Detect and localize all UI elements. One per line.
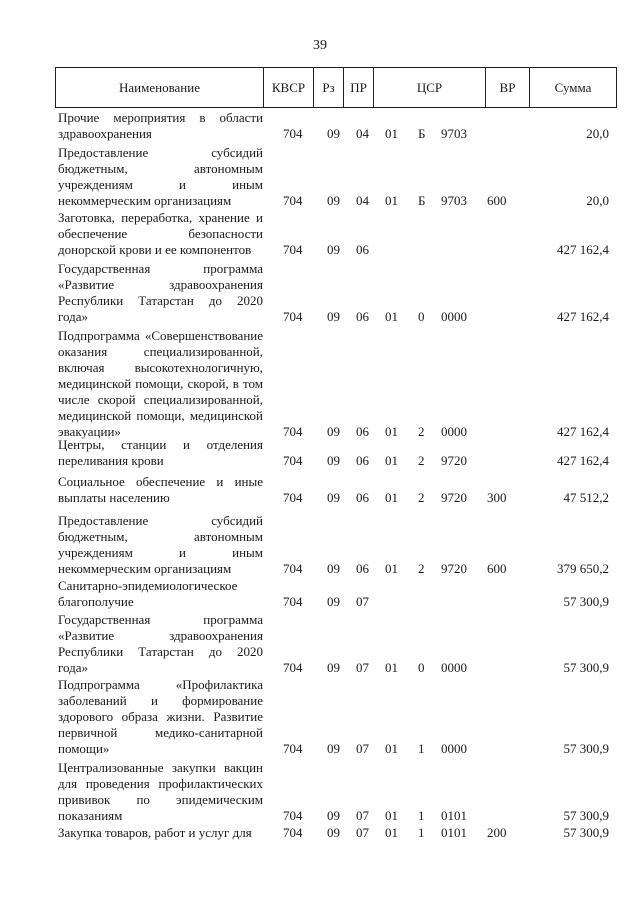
row-vr: 600 — [487, 561, 507, 576]
row-sum: 427 162,4 — [557, 309, 609, 324]
row-sum: 57 300,9 — [563, 741, 609, 756]
row-name-line: Заготовка, переработка, хранение и — [58, 210, 263, 225]
row-name — [58, 145, 263, 209]
row-name — [58, 437, 263, 469]
row-csr-subprogram: 2 — [418, 490, 425, 505]
row-sum: 20,0 — [586, 193, 609, 208]
row-name-line: Республики Татарстан до 2020 — [58, 293, 263, 308]
row-name — [58, 328, 263, 440]
row-name-line: числе скорой специализированной, — [58, 392, 263, 407]
row-name-line: Подпрограмма «Совершенствование — [58, 328, 263, 343]
row-csr-subprogram: 1 — [418, 825, 425, 840]
row-name-line: года» — [58, 660, 89, 675]
table-header — [55, 67, 617, 108]
row-name-line: здорового образа жизни. Развитие — [58, 709, 263, 724]
row-name — [58, 513, 263, 577]
row-name-line: Подпрограмма «Профилактика — [58, 677, 263, 692]
row-pr: 07 — [356, 660, 369, 675]
row-sum: 57 300,9 — [563, 825, 609, 840]
header-kvsr: КВСР — [264, 68, 314, 107]
row-sum: 427 162,4 — [557, 453, 609, 468]
row-name-line: Санитарно-эпидемиологическое — [58, 578, 238, 593]
row-name-line: Закупка товаров, работ и услуг для — [58, 825, 252, 840]
row-pr: 07 — [356, 741, 369, 756]
header-csr: ЦСР — [374, 68, 486, 107]
row-csr-subprogram: 1 — [418, 808, 425, 823]
row-csr-subprogram: Б — [418, 126, 426, 141]
row-name-line: показаниям — [58, 808, 123, 823]
row-csr-program: 01 — [385, 453, 398, 468]
row-rz: 09 — [327, 453, 340, 468]
row-rz: 09 — [327, 490, 340, 505]
row-csr-program: 01 — [385, 490, 398, 505]
row-kvsr: 704 — [283, 808, 303, 823]
row-name-line: благополучие — [58, 594, 134, 609]
row-csr-program: 01 — [385, 660, 398, 675]
row-sum: 57 300,9 — [563, 808, 609, 823]
row-name-line: «Развитие здравоохранения — [58, 628, 263, 643]
row-csr-direction: 9703 — [441, 126, 467, 141]
row-sum: 57 300,9 — [563, 594, 609, 609]
row-kvsr: 704 — [283, 453, 303, 468]
row-name-line: обеспечение безопасности — [58, 226, 263, 241]
row-csr-program: 01 — [385, 193, 398, 208]
row-csr-program: 01 — [385, 741, 398, 756]
row-name-line: здравоохранения — [58, 126, 152, 141]
row-pr: 06 — [356, 424, 369, 439]
row-csr-program: 01 — [385, 126, 398, 141]
row-csr-direction: 0101 — [441, 808, 467, 823]
row-sum: 57 300,9 — [563, 660, 609, 675]
row-sum: 379 650,2 — [557, 561, 609, 576]
row-name-line: заболеваний и формирование — [58, 693, 263, 708]
row-name-line: Республики Татарстан до 2020 — [58, 644, 263, 659]
page-number: 39 — [313, 38, 327, 53]
row-kvsr: 704 — [283, 594, 303, 609]
row-sum: 427 162,4 — [557, 242, 609, 257]
row-csr-subprogram: 2 — [418, 424, 425, 439]
row-name-line: учреждениям и иным — [58, 545, 263, 560]
row-rz: 09 — [327, 193, 340, 208]
row-rz: 09 — [327, 126, 340, 141]
row-csr-subprogram: 0 — [418, 309, 425, 324]
row-rz: 09 — [327, 594, 340, 609]
row-sum: 47 512,2 — [563, 490, 609, 505]
header-vr: ВР — [486, 68, 530, 107]
row-sum: 20,0 — [586, 126, 609, 141]
row-name-line: бюджетным, автономным — [58, 161, 263, 176]
row-csr-program: 01 — [385, 309, 398, 324]
row-vr: 200 — [487, 825, 507, 840]
row-pr: 06 — [356, 242, 369, 257]
row-name — [58, 110, 263, 142]
row-name-line: для проведения профилактических — [58, 776, 263, 791]
row-kvsr: 704 — [283, 561, 303, 576]
row-kvsr: 704 — [283, 309, 303, 324]
row-name-line: Предоставление субсидий — [58, 513, 263, 528]
row-rz: 09 — [327, 808, 340, 823]
row-name-line: некоммерческим организациям — [58, 561, 232, 576]
row-name — [58, 677, 263, 757]
row-name-line: бюджетным, автономным — [58, 529, 263, 544]
header-pr: ПР — [344, 68, 374, 107]
row-csr-program: 01 — [385, 424, 398, 439]
row-name — [58, 474, 263, 506]
row-csr-subprogram: 2 — [418, 561, 425, 576]
row-name — [58, 760, 263, 824]
row-rz: 09 — [327, 242, 340, 257]
row-name-line: первичной медико-санитарной — [58, 725, 263, 740]
row-name-line: Государственная программа — [58, 261, 263, 276]
row-name-line: эвакуации» — [58, 424, 121, 439]
row-pr: 06 — [356, 561, 369, 576]
row-name-line: Центры, станции и отделения — [58, 437, 263, 452]
row-name-line: «Развитие здравоохранения — [58, 277, 263, 292]
row-csr-subprogram: 1 — [418, 741, 425, 756]
row-pr: 07 — [356, 594, 369, 609]
row-name-line: Прочие мероприятия в области — [58, 110, 263, 125]
row-rz: 09 — [327, 660, 340, 675]
row-csr-direction: 9720 — [441, 490, 467, 505]
row-csr-direction: 0101 — [441, 825, 467, 840]
row-pr: 04 — [356, 126, 369, 141]
header-rz: Рз — [314, 68, 344, 107]
row-csr-subprogram: 0 — [418, 660, 425, 675]
row-vr: 300 — [487, 490, 507, 505]
row-csr-direction: 9720 — [441, 453, 467, 468]
row-name-line: года» — [58, 309, 89, 324]
row-name-line: Государственная программа — [58, 612, 263, 627]
row-kvsr: 704 — [283, 193, 303, 208]
row-pr: 06 — [356, 453, 369, 468]
row-name — [58, 210, 263, 258]
row-name-line: выплаты населению — [58, 490, 170, 505]
row-rz: 09 — [327, 741, 340, 756]
row-pr: 07 — [356, 808, 369, 823]
row-csr-direction: 9720 — [441, 561, 467, 576]
row-name-line: включая высокотехнологичную, — [58, 360, 263, 375]
row-rz: 09 — [327, 561, 340, 576]
row-kvsr: 704 — [283, 741, 303, 756]
row-name — [58, 612, 263, 676]
row-kvsr: 704 — [283, 424, 303, 439]
row-kvsr: 704 — [283, 490, 303, 505]
row-name-line: Централизованные закупки вакцин — [58, 760, 263, 775]
row-sum: 427 162,4 — [557, 424, 609, 439]
row-csr-program: 01 — [385, 808, 398, 823]
row-kvsr: 704 — [283, 242, 303, 257]
row-csr-direction: 0000 — [441, 660, 467, 675]
row-name-line: Предоставление субсидий — [58, 145, 263, 160]
row-pr: 07 — [356, 825, 369, 840]
row-name-line: некоммерческим организациям — [58, 193, 232, 208]
row-pr: 06 — [356, 490, 369, 505]
row-name-line: учреждениям и иным — [58, 177, 263, 192]
row-name — [58, 825, 263, 841]
row-rz: 09 — [327, 825, 340, 840]
row-kvsr: 704 — [283, 660, 303, 675]
row-name-line: прививок по эпидемическим — [58, 792, 263, 807]
row-pr: 06 — [356, 309, 369, 324]
row-pr: 04 — [356, 193, 369, 208]
row-csr-subprogram: 2 — [418, 453, 425, 468]
row-name-line: переливания крови — [58, 453, 164, 468]
row-name — [58, 578, 263, 610]
row-kvsr: 704 — [283, 825, 303, 840]
row-rz: 09 — [327, 309, 340, 324]
row-csr-program: 01 — [385, 561, 398, 576]
row-kvsr: 704 — [283, 126, 303, 141]
row-name-line: медицинской помощи, медицинской — [58, 408, 263, 423]
row-csr-direction: 0000 — [441, 741, 467, 756]
row-vr: 600 — [487, 193, 507, 208]
row-name-line: оказания специализированной, — [58, 344, 263, 359]
header-sum: Сумма — [554, 80, 592, 95]
header-name: Наименование — [56, 68, 264, 107]
row-csr-direction: 0000 — [441, 424, 467, 439]
row-name-line: донорской крови и ее компонентов — [58, 242, 252, 257]
row-rz: 09 — [327, 424, 340, 439]
row-name-line: медицинской помощи, скорой, в том — [58, 376, 263, 391]
row-csr-program: 01 — [385, 825, 398, 840]
row-csr-direction: 9703 — [441, 193, 467, 208]
row-name — [58, 261, 263, 325]
row-name-line: Социальное обеспечение и иные — [58, 474, 263, 489]
row-csr-direction: 0000 — [441, 309, 467, 324]
row-csr-subprogram: Б — [418, 193, 426, 208]
row-name-line: помощи» — [58, 741, 110, 756]
